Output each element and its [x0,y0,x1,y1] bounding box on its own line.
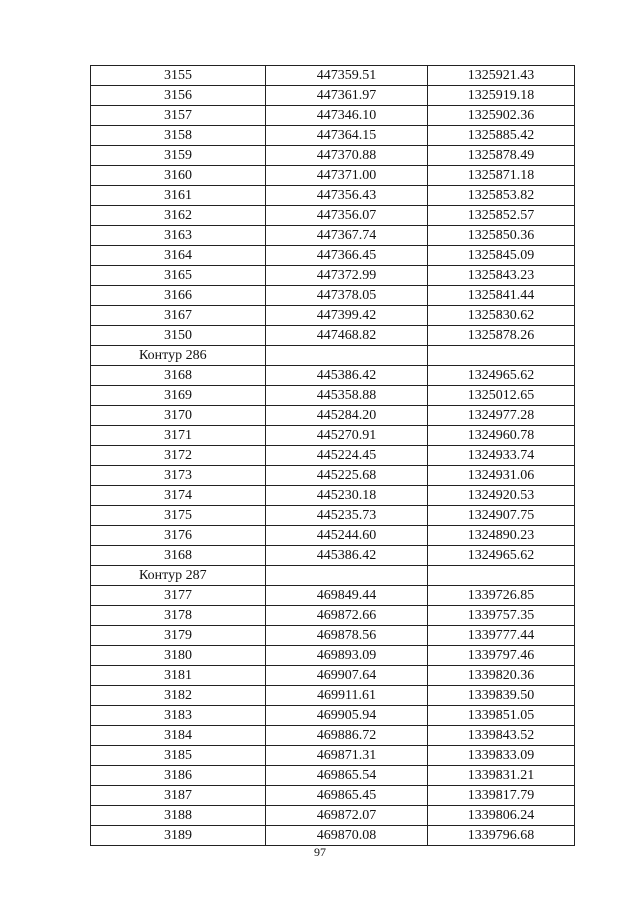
x-coordinate-cell: 469886.72 [266,726,428,746]
table-row [91,366,575,386]
y-coordinate-cell: 1339726.85 [428,586,575,606]
y-coordinate-cell: 1339796.68 [428,826,575,846]
y-coordinate-cell: 1325919.18 [428,86,575,106]
x-coordinate-cell: 447378.05 [266,286,428,306]
y-coordinate-cell: 1324890.23 [428,526,575,546]
y-coordinate-cell: 1324907.75 [428,506,575,526]
table-row [91,646,575,666]
x-coordinate-cell: 469871.31 [266,746,428,766]
point-number-cell: 3179 [91,626,266,646]
table-row [91,286,575,306]
x-coordinate-cell: 469878.56 [266,626,428,646]
point-number-cell: 3172 [91,446,266,466]
empty-cell [266,566,428,586]
point-number-cell: 3159 [91,146,266,166]
x-coordinate-cell: 447399.42 [266,306,428,326]
coordinates-table [90,65,575,846]
x-coordinate-cell: 469893.09 [266,646,428,666]
x-coordinate-cell: 447356.43 [266,186,428,206]
x-coordinate-cell: 447372.99 [266,266,428,286]
y-coordinate-cell: 1325830.62 [428,306,575,326]
table-row [91,326,575,346]
table-row [91,486,575,506]
x-coordinate-cell: 469872.66 [266,606,428,626]
empty-cell [266,346,428,366]
y-coordinate-cell: 1324933.74 [428,446,575,466]
x-coordinate-cell: 447364.15 [266,126,428,146]
x-coordinate-cell: 445386.42 [266,366,428,386]
point-number-cell: 3160 [91,166,266,186]
empty-cell [428,566,575,586]
table-row [91,626,575,646]
table-row [91,466,575,486]
table-row [91,526,575,546]
y-coordinate-cell: 1325841.44 [428,286,575,306]
x-coordinate-cell: 445230.18 [266,486,428,506]
point-number-cell: 3187 [91,786,266,806]
y-coordinate-cell: 1339797.46 [428,646,575,666]
table-row [91,266,575,286]
y-coordinate-cell: 1339777.44 [428,626,575,646]
table-row [91,606,575,626]
point-number-cell: 3177 [91,586,266,606]
y-coordinate-cell: 1339806.24 [428,806,575,826]
x-coordinate-cell: 445358.88 [266,386,428,406]
point-number-cell: 3182 [91,686,266,706]
table-row [91,766,575,786]
x-coordinate-cell: 447367.74 [266,226,428,246]
point-number-cell: 3166 [91,286,266,306]
table-row [91,806,575,826]
table-row [91,246,575,266]
table-row [91,186,575,206]
point-number-cell: 3185 [91,746,266,766]
y-coordinate-cell: 1325885.42 [428,126,575,146]
x-coordinate-cell: 469865.45 [266,786,428,806]
y-coordinate-cell: 1324977.28 [428,406,575,426]
point-number-cell: 3189 [91,826,266,846]
y-coordinate-cell: 1325850.36 [428,226,575,246]
table-row [91,726,575,746]
point-number-cell: 3184 [91,726,266,746]
table-row [91,166,575,186]
point-number-cell: 3183 [91,706,266,726]
point-number-cell: 3170 [91,406,266,426]
point-number-cell: 3188 [91,806,266,826]
table-row [91,306,575,326]
point-number-cell: 3163 [91,226,266,246]
contour-header-row [91,566,575,586]
y-coordinate-cell: 1324920.53 [428,486,575,506]
contour-header-row [91,346,575,366]
y-coordinate-cell: 1339843.52 [428,726,575,746]
x-coordinate-cell: 447468.82 [266,326,428,346]
point-number-cell: 3161 [91,186,266,206]
x-coordinate-cell: 469872.07 [266,806,428,826]
y-coordinate-cell: 1325902.36 [428,106,575,126]
y-coordinate-cell: 1324931.06 [428,466,575,486]
y-coordinate-cell: 1324965.62 [428,546,575,566]
empty-cell [428,346,575,366]
y-coordinate-cell: 1325871.18 [428,166,575,186]
x-coordinate-cell: 447359.51 [266,66,428,86]
y-coordinate-cell: 1339851.05 [428,706,575,726]
x-coordinate-cell: 445270.91 [266,426,428,446]
x-coordinate-cell: 447370.88 [266,146,428,166]
point-number-cell: 3180 [91,646,266,666]
x-coordinate-cell: 445244.60 [266,526,428,546]
table-row [91,66,575,86]
x-coordinate-cell: 469849.44 [266,586,428,606]
table-row [91,746,575,766]
point-number-cell: 3167 [91,306,266,326]
table-row [91,126,575,146]
page-number: 97 [314,845,326,859]
point-number-cell: 3175 [91,506,266,526]
point-number-cell: 3165 [91,266,266,286]
table-row [91,686,575,706]
y-coordinate-cell: 1325853.82 [428,186,575,206]
point-number-cell: 3157 [91,106,266,126]
y-coordinate-cell: 1324965.62 [428,366,575,386]
point-number-cell: 3169 [91,386,266,406]
y-coordinate-cell: 1325878.26 [428,326,575,346]
x-coordinate-cell: 445224.45 [266,446,428,466]
table-row [91,426,575,446]
table-row [91,106,575,126]
point-number-cell: 3168 [91,366,266,386]
y-coordinate-cell: 1339820.36 [428,666,575,686]
x-coordinate-cell: 469907.64 [266,666,428,686]
x-coordinate-cell: 447371.00 [266,166,428,186]
table-row [91,446,575,466]
y-coordinate-cell: 1325921.43 [428,66,575,86]
table-row [91,586,575,606]
table-row [91,666,575,686]
table-row [91,546,575,566]
x-coordinate-cell: 469870.08 [266,826,428,846]
y-coordinate-cell: 1325878.49 [428,146,575,166]
table-row [91,826,575,846]
contour-label: Контур 287 [91,566,266,586]
point-number-cell: 3155 [91,66,266,86]
y-coordinate-cell: 1325843.23 [428,266,575,286]
table-row [91,786,575,806]
y-coordinate-cell: 1339831.21 [428,766,575,786]
x-coordinate-cell: 445386.42 [266,546,428,566]
x-coordinate-cell: 447361.97 [266,86,428,106]
y-coordinate-cell: 1324960.78 [428,426,575,446]
coordinates-table-body [91,66,575,846]
point-number-cell: 3156 [91,86,266,106]
point-number-cell: 3181 [91,666,266,686]
point-number-cell: 3164 [91,246,266,266]
table-row [91,206,575,226]
point-number-cell: 3173 [91,466,266,486]
point-number-cell: 3178 [91,606,266,626]
table-row [91,406,575,426]
y-coordinate-cell: 1339757.35 [428,606,575,626]
y-coordinate-cell: 1339839.50 [428,686,575,706]
table-row [91,86,575,106]
table-row [91,386,575,406]
point-number-cell: 3158 [91,126,266,146]
y-coordinate-cell: 1339833.09 [428,746,575,766]
x-coordinate-cell: 445225.68 [266,466,428,486]
table-row [91,506,575,526]
point-number-cell: 3176 [91,526,266,546]
point-number-cell: 3174 [91,486,266,506]
point-number-cell: 3186 [91,766,266,786]
x-coordinate-cell: 445235.73 [266,506,428,526]
contour-label: Контур 286 [91,346,266,366]
x-coordinate-cell: 447346.10 [266,106,428,126]
y-coordinate-cell: 1339817.79 [428,786,575,806]
point-number-cell: 3171 [91,426,266,446]
table-row [91,706,575,726]
point-number-cell: 3150 [91,326,266,346]
x-coordinate-cell: 447356.07 [266,206,428,226]
x-coordinate-cell: 469905.94 [266,706,428,726]
point-number-cell: 3168 [91,546,266,566]
x-coordinate-cell: 445284.20 [266,406,428,426]
point-number-cell: 3162 [91,206,266,226]
table-row [91,226,575,246]
x-coordinate-cell: 447366.45 [266,246,428,266]
x-coordinate-cell: 469865.54 [266,766,428,786]
y-coordinate-cell: 1325852.57 [428,206,575,226]
y-coordinate-cell: 1325845.09 [428,246,575,266]
x-coordinate-cell: 469911.61 [266,686,428,706]
table-row [91,146,575,166]
y-coordinate-cell: 1325012.65 [428,386,575,406]
